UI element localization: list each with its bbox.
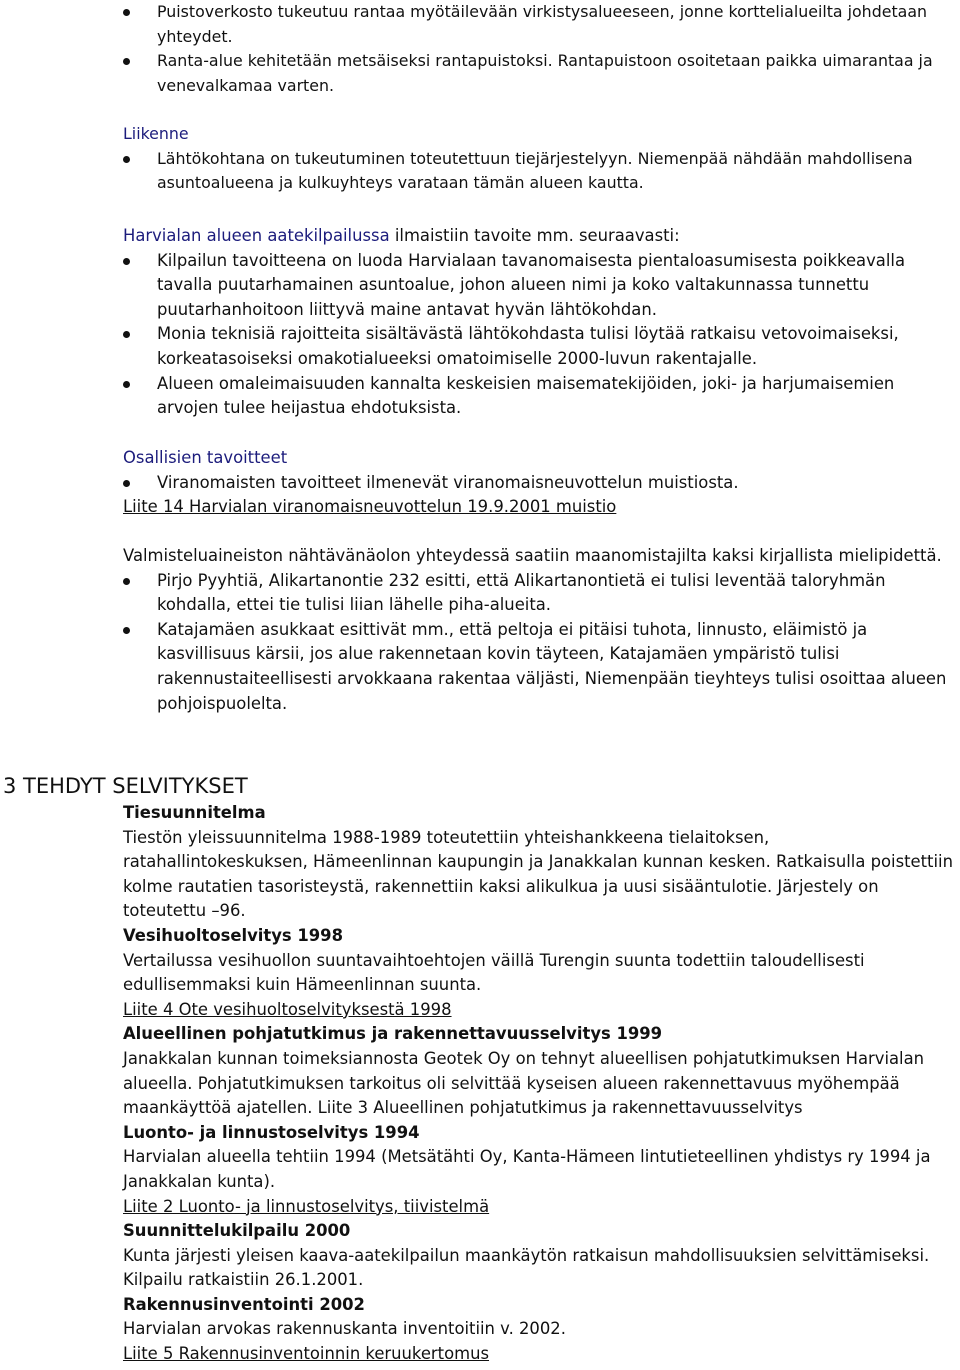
liikenne-section — [123, 122, 953, 196]
harviala-heading — [123, 224, 953, 249]
vesihuolto-heading: Vesihuoltoselvitys 1998 — [123, 925, 343, 945]
vesihuolto-text: Vertailussa vesihuollon suuntavaihtoehtojen väillä Turengin suunta todettiin taloudellisesti edullisemmaksi kuin Hämeenlinnan suunta. — [123, 950, 865, 995]
harviala-heading-lead: Harvialan alueen aatekilpailussa — [123, 226, 390, 245]
osallisten-section — [123, 446, 953, 520]
attachment-link-2[interactable]: Liite 2 Luonto- ja linnustoselvitys, tiivistelmä — [123, 1196, 490, 1216]
luonto-text: Harvialan alueella tehtiin 1994 (Metsätähti Oy, Kanta-Hämeen lintutieteellinen yhdistys ry 1994 ja Janakkalan kunta). — [123, 1147, 931, 1191]
inventointi-text: Harvialan arvokas rakennuskanta inventoitiin v. 2002. — [123, 1319, 566, 1339]
list-item: Ranta-alue kehitetään metsäiseksi rantapuistoksi. Rantapuistoon osoitetaan paikka uimarantaa ja venevalkamaa varten. — [123, 49, 953, 98]
list-item: Lähtökohtana on tukeutuminen toteutettuun tiejärjestelyyn. Niemenpää nähdään mahdollisena asuntoalueena ja kulkuyhteys varataan tämän alueen kautta. — [123, 147, 953, 196]
pohjatutkimus-heading: Alueellinen pohjatutkimus ja rakennettavuusselvitys 1999 — [123, 1024, 663, 1044]
list-item: Monia teknisiä rajoitteita sisältävästä lähtökohdasta tulisi löytää ratkaisu vetovoimaiseksi, korkeatasoiseksi omakotialueeksi omatoimiselle 2000-luvun rakentajalle. — [123, 322, 953, 371]
osallisten-heading: Osallisien tavoitteet — [123, 448, 288, 467]
tiesuunnitelma-text: Tiestön yleissuunnitelma 1988-1989 toteutettiin yhteishankkeena tielaitoksen, ratahallintokeskuksen, Hämeenlinnan kaupungin ja Janakkalan kunnan kesken. Ratkaisulla poistettiin kolme rautatien tasoristeystä, rakennettiin kaksi alikulkua ja uusi sisääntulotie. Järjestely on toteutettu –96. — [123, 827, 953, 921]
pohjatutkimus-text: Janakkalan kunnan toimeksiannosta Geotek Oy on tehnyt alueellisen pohjatutkimuksen Harvialan alueella. Pohjatutkimuksen tarkoitus oli selvittää kyseisen alueen rakennettavuus myöhempää maankäyttöä ajatellen. Liite 3 Alueellinen pohjatutkimus ja rakennettavuusselvitys — [123, 1048, 925, 1118]
kilpailu-text: Kunta järjesti yleisen kaava-aatekilpailun maankäytön ratkaisun mahdollisuuksien selvittämiseksi. Kilpailu ratkaistiin 26.1.2001. — [123, 1245, 930, 1290]
list-item: Alueen omaleimaisuuden kannalta keskeisien maisematekijöiden, joki- ja harjumaisemien arvojen tulee heijastua ehdotuksista. — [123, 372, 953, 421]
luonto-heading: Luonto- ja linnustoselvitys 1994 — [123, 1122, 420, 1142]
mielipiteet-section — [123, 544, 953, 716]
attachment-link-4[interactable]: Liite 4 Ote vesihuoltoselvityksestä 1998 — [123, 999, 452, 1019]
chapter-title: 3 TEHDYT SELVITYKSET — [3, 774, 248, 798]
list-item: Puistoverkosto tukeutuu rantaa myötäilevään virkistysalueeseen, jonne korttelialueilta johdetaan yhteydet. — [123, 0, 953, 49]
attachment-link-5[interactable]: Liite 5 Rakennusinventoinnin keruukertomus — [123, 1344, 490, 1364]
mielipiteet-intro: Valmisteluaineiston nähtävänäolon yhteydessä saatiin maanomistajilta kaksi kirjallista mielipidettä. — [123, 546, 942, 565]
harviala-heading-rest: ilmaistiin tavoite mm. seuraavasti: — [389, 226, 680, 245]
inventointi-heading: Rakennusinventointi 2002 — [123, 1294, 365, 1314]
list-item: Katajamäen asukkaat esittivät mm., että peltoja ei pitäisi tuhota, linnusto, eläimistö ja kasvillisuus kärsii, jos alue rakennetaan kovin täyteen, Katajamäen ympäristö tulisi rakennustaiteellisesti arvokkaana rakentaa väljästi, Niemenpään tieyhteys tulisi osoittaa alueen pohjoispuolelta. — [123, 618, 953, 716]
tiesuunnitelma-heading: Tiesuunnitelma — [123, 803, 266, 822]
liikenne-heading: Liikenne — [123, 124, 189, 143]
surveys-section — [123, 801, 953, 1367]
top-bullet-block — [123, 0, 953, 98]
kilpailu-heading: Suunnittelukilpailu 2000 — [123, 1221, 351, 1241]
list-item: Pirjo Pyyhtiä, Alikartanontie 232 esitti, että Alikartanontietä ei tulisi leventää taloryhmän kohdalla, ettei tie tulisi liian lähelle piha-alueita. — [123, 569, 953, 618]
harviala-section — [123, 224, 953, 421]
attachment-link-14[interactable]: Liite 14 Harvialan viranomaisneuvottelun 19.9.2001 muistio — [123, 497, 617, 517]
list-item: Kilpailun tavoitteena on luoda Harvialaan tavanomaisesta pientaloasumisesta poikkeavalla tavalla puutarhamainen asuntoalue, johon alueen nimi ja koko valtakunnassa tunnettu puutarhanhoitoon liittyvä maine antavat hyvän lähtökohdan. — [123, 249, 953, 323]
list-item: Viranomaisten tavoitteet ilmenevät viranomaisneuvottelun muistiosta. — [123, 471, 953, 496]
